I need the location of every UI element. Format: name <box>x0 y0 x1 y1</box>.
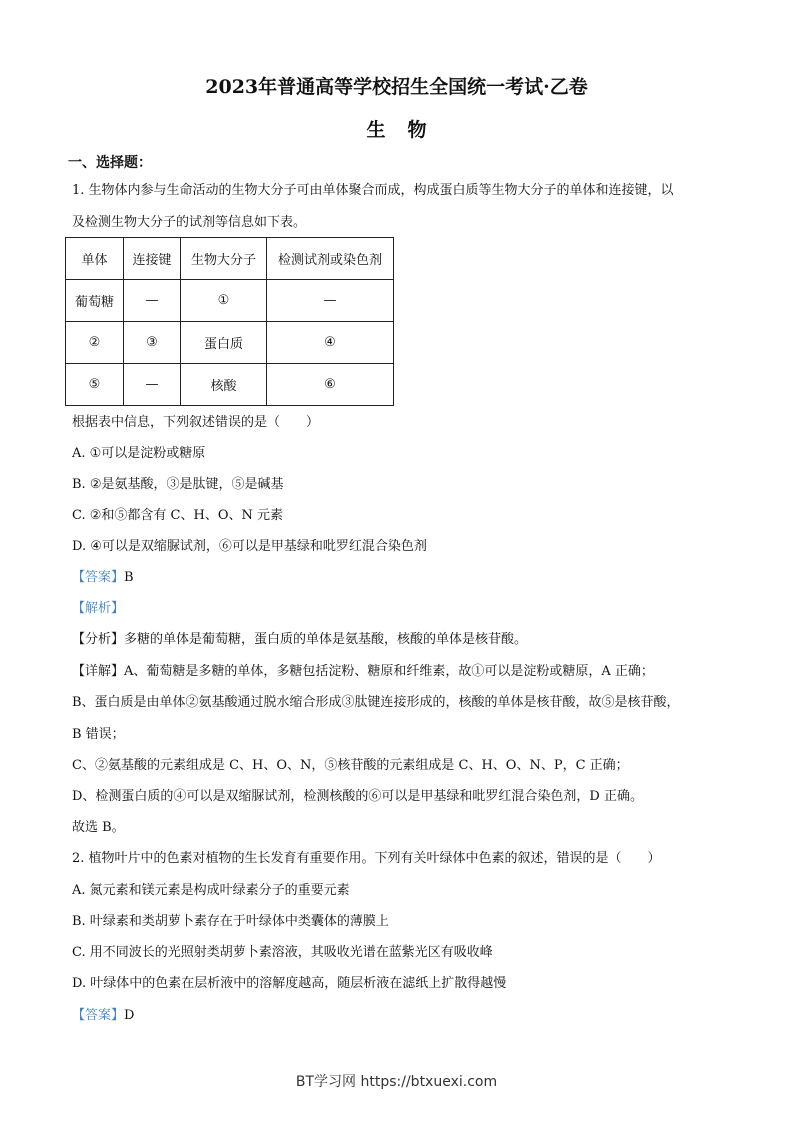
table-cell: — <box>124 280 181 322</box>
explanation-line: D、检测蛋白质的④可以是双缩脲试剂，检测核酸的⑥可以是甲基绿和吡罗红混合染色剂，D 正确。 <box>72 789 643 804</box>
table-cell: ③ <box>124 322 181 364</box>
q1-stem-line: 1. 生物体内参与生命活动的生物大分子可由单体聚合而成，构成蛋白质等生物大分子的单体和连接键，以 <box>72 183 674 198</box>
q2-option-d: D. 叶绿体中的色素在层析液中的溶解度越高，随层析液在滤纸上扩散得越慢 <box>72 976 507 991</box>
subject-title: 生物 <box>366 119 449 141</box>
answer-value: D <box>124 1008 135 1023</box>
answer-label: 【答案】 <box>72 1008 125 1023</box>
q1-option-a: A. ①可以是淀粉或糖原 <box>72 446 206 461</box>
table-row <box>66 364 394 406</box>
table-header-row <box>66 238 394 280</box>
table-cell: — <box>267 280 394 322</box>
q1-option-d: D. ④可以是双缩脲试剂，⑥可以是甲基绿和吡罗红混合染色剂 <box>72 539 427 554</box>
table-cell: 蛋白质 <box>181 322 267 364</box>
table-cell: ④ <box>267 322 394 364</box>
explanation-line: B 错误； <box>72 727 125 742</box>
q2-option-a: A. 氮元素和镁元素是构成叶绿素分子的重要元素 <box>72 883 350 898</box>
table-row <box>66 322 394 364</box>
footer-watermark: BT学习网 https://btxuexi.com <box>295 1074 498 1090</box>
table-cell: 葡萄糖 <box>66 280 124 322</box>
table-header: 检测试剂或染色剂 <box>267 238 394 280</box>
q2-option-b: B. 叶绿素和类胡萝卜素存在于叶绿体中类囊体的薄膜上 <box>72 914 389 929</box>
q2-option-c: C. 用不同波长的光照射类胡萝卜素溶液，其吸收光谱在蓝紫光区有吸收峰 <box>72 945 493 960</box>
q1-answer <box>72 570 134 586</box>
q1-option-b: B. ②是氨基酸，③是肽键，⑤是碱基 <box>72 477 284 492</box>
analysis-label: 【解析】 <box>72 601 125 616</box>
table-header: 单体 <box>66 238 124 280</box>
explanation-line: 【详解】A、葡萄糖是多糖的单体，多糖包括淀粉、糖原和纤维素，故①可以是淀粉或糖原，A 正确； <box>72 664 654 679</box>
table-header: 连接键 <box>124 238 181 280</box>
explanation-line: B、蛋白质是由单体②氨基酸通过脱水缩合形成③肽键连接形成的，核酸的单体是核苷酸，故⑤是核苷酸， <box>72 695 680 710</box>
table-cell: ① <box>181 280 267 322</box>
table-cell: ⑥ <box>267 364 394 406</box>
table-cell: ⑤ <box>66 364 124 406</box>
table-cell: 核酸 <box>181 364 267 406</box>
table-header: 生物大分子 <box>181 238 267 280</box>
table-cell: — <box>124 364 181 406</box>
q2-stem: 2. 植物叶片中的色素对植物的生长发育有重要作用。下列有关叶绿体中色素的叙述，错误的是（ ） <box>72 851 661 866</box>
explanation-line: C、②氨基酸的元素组成是 C、H、O、N，⑤核苷酸的元素组成是 C、H、O、N、P，C 正确； <box>72 758 629 773</box>
table-cell: ② <box>66 322 124 364</box>
answer-value: B <box>124 570 134 585</box>
table-row <box>66 280 394 322</box>
q1-table <box>65 237 394 406</box>
q1-option-c: C. ②和⑤都含有 C、H、O、N 元素 <box>72 508 283 523</box>
answer-label: 【答案】 <box>72 570 125 585</box>
q1-question: 根据表中信息，下列叙述错误的是（ ） <box>72 415 320 430</box>
section-heading: 一、选择题： <box>68 155 152 171</box>
exam-title: 2023年普通高等学校招生全国统一考试·乙卷 <box>205 76 588 98</box>
explanation-line: 【分析】多糖的单体是葡萄糖，蛋白质的单体是氨基酸，核酸的单体是核苷酸。 <box>72 632 528 647</box>
q1-stem-line: 及检测生物大分子的试剂等信息如下表。 <box>72 215 307 230</box>
q2-answer <box>72 1008 134 1024</box>
explanation-line: 故选 B。 <box>72 820 125 835</box>
